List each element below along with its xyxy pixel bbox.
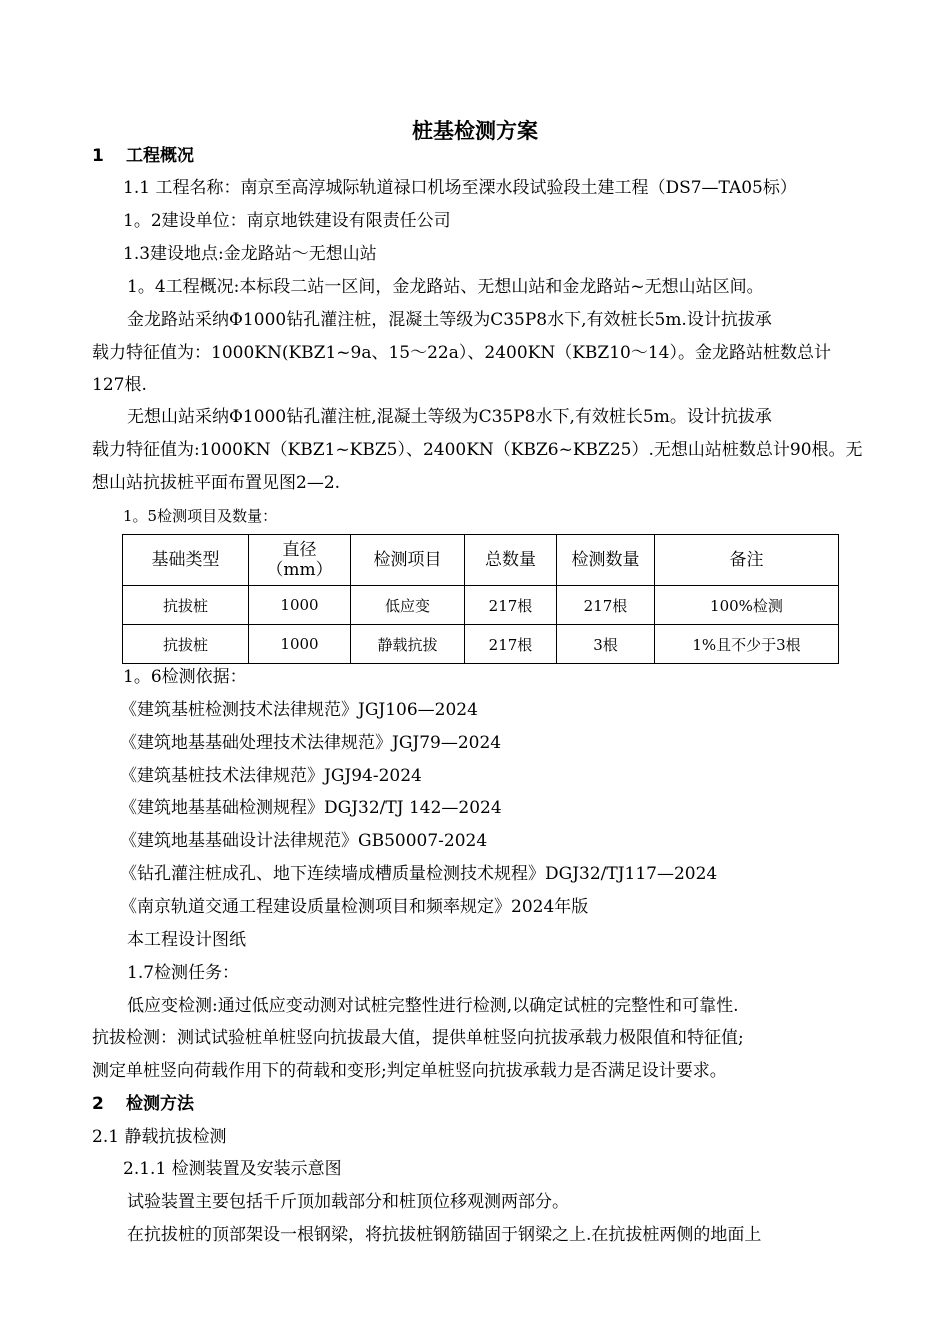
header-unit: （mm） — [266, 560, 333, 580]
paragraph-line: 无想山站采纳Φ1000钻孔灌注桩,混凝土等级为C35P8水下,有效桩长5m。设计抗拔承 — [127, 407, 772, 427]
section-number: 1 — [92, 146, 104, 166]
task-line: 抗拔检测：测试试验桩单桩竖向抗拔最大值，提供单桩竖向抗拔承载力极限值和特征值; — [92, 1028, 744, 1048]
standard-item: 《建筑基桩技术法律规范》JGJ94-2024 — [120, 766, 422, 786]
detection-table — [122, 534, 839, 664]
table-header-cell: 检测数量 — [557, 535, 655, 586]
table-cell: 217根 — [465, 586, 557, 625]
item-1-1: 1.1 工程名称：南京至高淳城际轨道禄口机场至溧水段试验段土建工程（DS7—TA05标） — [123, 178, 797, 198]
task-line: 低应变检测:通过低应变动测对试桩完整性进行检测,以确定试桩的完整性和可靠性. — [127, 996, 739, 1016]
table-row — [123, 625, 839, 664]
section-title: 工程概况 — [126, 146, 194, 166]
item-2-1: 2.1 静载抗拔检测 — [92, 1127, 227, 1147]
item-1-5: 1。5检测项目及数量： — [123, 507, 278, 525]
item-1-3: 1.3建设地点:金龙路站～无想山站 — [123, 244, 377, 264]
table-header-row — [123, 535, 839, 586]
table-cell: 静载抗拔 — [351, 625, 465, 664]
item-2-1-1: 2.1.1 检测装置及安装示意图 — [123, 1159, 342, 1179]
paragraph-line: 在抗拔桩的顶部架设一根钢梁，将抗拔桩钢筋锚固于钢梁之上.在抗拔桩两侧的地面上 — [127, 1225, 762, 1245]
section-heading-1 — [92, 145, 194, 167]
table-header-cell: 总数量 — [465, 535, 557, 586]
paragraph-line: 想山站抗拔桩平面布置见图2—2. — [92, 473, 341, 493]
table-cell: 1000 — [249, 586, 351, 625]
paragraph-line: 金龙路站采纳Φ1000钻孔灌注桩，混凝土等级为C35P8水下,有效桩长5m.设计抗拔承 — [127, 310, 772, 330]
item-1-4: 1。4工程概况:本标段二站一区间，金龙路站、无想山站和金龙路站~无想山站区间。 — [127, 277, 764, 297]
paragraph-line: 载力特征值为：1000KN(KBZ1~9a、15～22a）、2400KN（KBZ10～14）。金龙路站桩数总计 — [92, 343, 831, 363]
task-line: 测定单桩竖向荷载作用下的荷载和变形;判定单桩竖向抗拔承载力是否满足设计要求。 — [92, 1061, 727, 1081]
item-1-2: 1。2建设单位：南京地铁建设有限责任公司 — [123, 211, 451, 231]
paragraph-line: 试验装置主要包括千斤顶加载部分和桩顶位移观测两部分。 — [127, 1192, 569, 1212]
standard-item: 《建筑地基基础处理技术法律规范》JGJ79—2024 — [120, 733, 502, 753]
table-cell: 3根 — [557, 625, 655, 664]
table-cell: 217根 — [557, 586, 655, 625]
table-header-cell — [249, 535, 351, 586]
standard-item: 《建筑地基基础设计法律规范》GB50007-2024 — [120, 831, 488, 851]
item-1-7: 1.7检测任务： — [127, 963, 240, 983]
standard-item: 《南京轨道交通工程建设质量检测项目和频率规定》2024年版 — [120, 897, 589, 917]
table-cell: 抗拔桩 — [123, 625, 249, 664]
table-header-cell: 备注 — [655, 535, 839, 586]
table-cell: 抗拔桩 — [123, 586, 249, 625]
table-cell: 217根 — [465, 625, 557, 664]
standard-item: 《建筑基桩检测技术法律规范》JGJ106—2024 — [120, 700, 478, 720]
standard-item: 《建筑地基基础检测规程》DGJ32/TJ 142—2024 — [120, 798, 502, 818]
table-cell: 低应变 — [351, 586, 465, 625]
section-title: 检测方法 — [126, 1094, 194, 1114]
table-cell: 100%检测 — [655, 586, 839, 625]
header-line: 直径 — [282, 540, 317, 560]
item-1-6: 1。6检测依据： — [123, 667, 247, 687]
table-cell: 1000 — [249, 625, 351, 664]
paragraph-line: 载力特征值为:1000KN（KBZ1~KBZ5）、2400KN（KBZ6~KBZ25）.无想山站桩数总计90根。无 — [92, 440, 863, 460]
table-header-cell: 检测项目 — [351, 535, 465, 586]
standard-item: 本工程设计图纸 — [127, 930, 246, 950]
table-cell: 1%且不少于3根 — [655, 625, 839, 664]
section-heading-2 — [92, 1093, 194, 1115]
table-row — [123, 586, 839, 625]
page-title: 桩基检测方案 — [412, 118, 538, 143]
standard-item: 《钻孔灌注桩成孔、地下连续墙成槽质量检测技术规程》DGJ32/TJ117—2024 — [120, 864, 718, 884]
section-number: 2 — [92, 1094, 104, 1114]
paragraph-line: 127根. — [92, 375, 147, 395]
table-header-cell: 基础类型 — [123, 535, 249, 586]
